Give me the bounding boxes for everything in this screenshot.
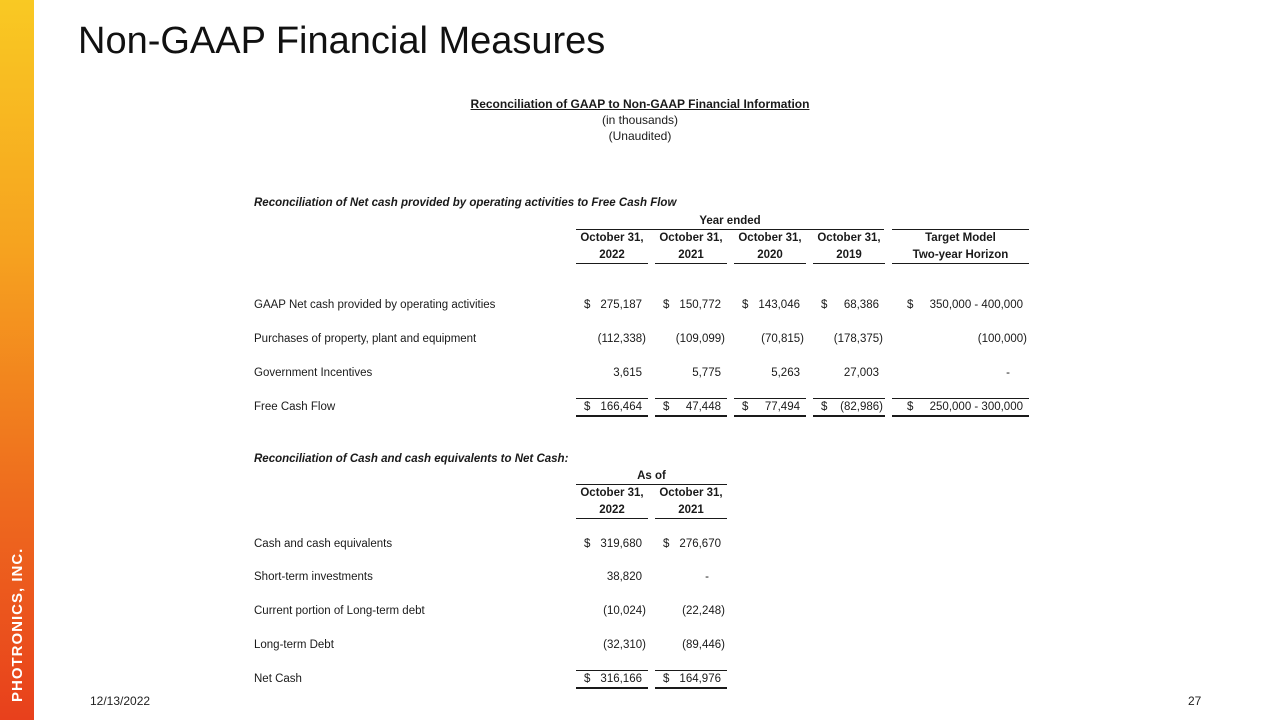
report-header	[440, 96, 840, 144]
fcf-header-underline	[734, 263, 806, 264]
report-units: (in thousands)	[601, 113, 679, 127]
netcash-cell: (10,024)	[603, 605, 646, 617]
slide-title: Non-GAAP Financial Measures	[78, 20, 606, 62]
netcash-row-label: Long-term Debt	[254, 639, 334, 651]
fcf-col-header: October 31, 2021	[659, 232, 723, 261]
netcash-cell: -	[705, 571, 709, 583]
fcf-cell: (178,375)	[833, 333, 883, 345]
fcf-cell: 166,464	[600, 401, 642, 413]
fcf-cell: 5,263	[771, 367, 800, 379]
page-number: 27	[1188, 694, 1202, 708]
fcf-cell: (70,815)	[761, 333, 804, 345]
fcf-cell-target: 350,000 - 400,000	[929, 299, 1023, 311]
fcf-cell: 27,003	[843, 367, 879, 379]
fcf-cell: 275,187	[600, 299, 642, 311]
fcf-row-label: GAAP Net cash provided by operating activities	[254, 299, 496, 311]
dollar-sign: $	[584, 538, 591, 550]
fcf-cell: 77,494	[764, 401, 800, 413]
fcf-cell: 150,772	[679, 299, 721, 311]
fcf-cell-target: 250,000 - 300,000	[929, 401, 1023, 413]
fcf-header-underline	[655, 263, 727, 264]
netcash-cell: 38,820	[606, 571, 642, 583]
fcf-total-underline	[655, 415, 727, 417]
fcf-cell: 47,448	[685, 401, 721, 413]
dollar-sign: $	[907, 401, 914, 413]
netcash-header-underline	[655, 518, 727, 519]
netcash-cell: 319,680	[600, 538, 642, 550]
netcash-total-underline	[655, 687, 727, 689]
fcf-cell: 143,046	[758, 299, 800, 311]
netcash-cell: (32,310)	[603, 639, 646, 651]
netcash-row-label: Short-term investments	[254, 571, 373, 583]
dollar-sign: $	[821, 299, 828, 311]
fcf-row-label: Free Cash Flow	[254, 401, 336, 413]
dollar-sign: $	[742, 299, 749, 311]
netcash-row-label: Current portion of Long-term debt	[254, 605, 425, 617]
netcash-total-overline	[655, 670, 727, 671]
netcash-section-title: Reconciliation of Cash and cash equivalents to Net Cash:	[254, 453, 569, 465]
netcash-cell: (89,446)	[682, 639, 725, 651]
fcf-total-underline	[892, 415, 1029, 417]
fcf-cell-target: (100,000)	[977, 333, 1027, 345]
netcash-cell: 276,670	[679, 538, 721, 550]
fcf-col-header: October 31, 2019	[817, 232, 881, 261]
dollar-sign: $	[821, 401, 828, 413]
dollar-sign: $	[663, 299, 670, 311]
fcf-cell: 3,615	[613, 367, 642, 379]
netcash-row-label: Cash and cash equivalents	[254, 538, 393, 550]
fcf-section-title: Reconciliation of Net cash provided by operating activities to Free Cash Flow	[254, 197, 677, 209]
fcf-total-underline	[813, 415, 885, 417]
netcash-group-header: As of	[637, 470, 666, 482]
fcf-cell: (109,099)	[675, 333, 725, 345]
fcf-total-underline	[734, 415, 806, 417]
fcf-cell-target: -	[1006, 367, 1010, 379]
dollar-sign: $	[584, 673, 591, 685]
netcash-cell: (22,248)	[682, 605, 725, 617]
fcf-total-overline	[813, 398, 885, 399]
netcash-col-header: October 31, 2021	[659, 487, 723, 516]
fcf-total-overline	[734, 398, 806, 399]
company-name: PHOTRONICS, INC.	[9, 547, 26, 702]
dollar-sign: $	[663, 401, 670, 413]
report-audit-status: (Unaudited)	[608, 129, 672, 143]
dollar-sign: $	[742, 401, 749, 413]
fcf-cell: 5,775	[692, 367, 721, 379]
fcf-total-overline	[892, 398, 1029, 399]
netcash-total-overline	[576, 670, 648, 671]
fcf-cell: 68,386	[843, 299, 879, 311]
fcf-header-underline	[892, 263, 1029, 264]
fcf-header-underline	[813, 263, 885, 264]
dollar-sign: $	[663, 538, 670, 550]
fcf-total-overline	[576, 398, 648, 399]
fcf-row-label: Purchases of property, plant and equipment	[254, 333, 477, 345]
fcf-group-header: Year ended	[699, 215, 761, 227]
netcash-col-header: October 31, 2022	[580, 487, 644, 516]
fcf-col-header: October 31, 2022	[580, 232, 644, 261]
dollar-sign: $	[584, 299, 591, 311]
dollar-sign: $	[584, 401, 591, 413]
netcash-row-label: Net Cash	[254, 673, 302, 685]
dollar-sign: $	[907, 299, 914, 311]
fcf-header-underline	[576, 263, 648, 264]
fcf-cell: (82,986)	[840, 401, 883, 413]
footer-date: 12/13/2022	[90, 694, 151, 708]
netcash-header-underline	[576, 518, 648, 519]
fcf-col-header: October 31, 2020	[738, 232, 802, 261]
fcf-total-overline	[655, 398, 727, 399]
report-title: Reconciliation of GAAP to Non-GAAP Financial Information	[470, 97, 810, 111]
netcash-cell: 164,976	[679, 673, 721, 685]
fcf-cell: (112,338)	[597, 333, 646, 345]
fcf-row-label: Government Incentives	[254, 367, 373, 379]
fcf-total-underline	[576, 415, 648, 417]
netcash-cell: 316,166	[600, 673, 642, 685]
netcash-total-underline	[576, 687, 648, 689]
fcf-col-header-target: Target Model Two-year Horizon	[912, 232, 1009, 261]
dollar-sign: $	[663, 673, 670, 685]
brand-sidebar	[0, 0, 34, 720]
